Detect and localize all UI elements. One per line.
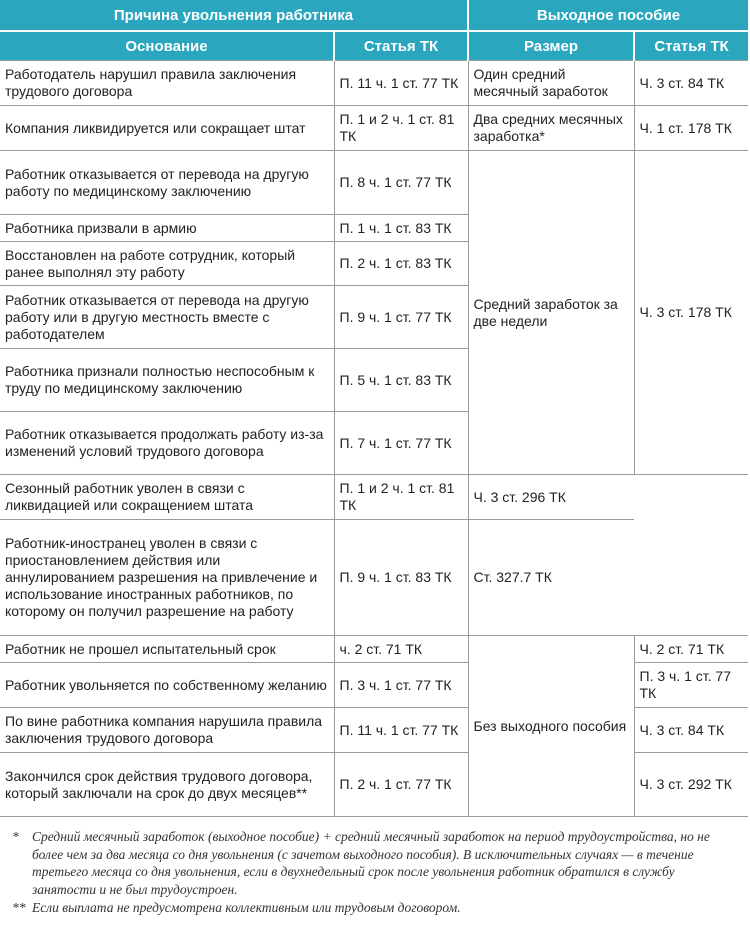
table-row <box>0 663 748 708</box>
article-cell: П. 1 и 2 ч. 1 ст. 81 ТК <box>334 475 468 520</box>
article-cell: П. 1 ч. 1 ст. 83 ТК <box>334 215 468 242</box>
severance-article-cell: Ч. 3 ст. 84 ТК <box>634 708 748 753</box>
footnote <box>12 899 740 917</box>
severance-article-cell-178: Ч. 3 ст. 178 ТК <box>634 151 748 475</box>
reason-cell: Работник-иностранец уволен в связи с приостановлением действия или аннулированием разрешения на привлечение и использование иностранных работников, по которому он получил разрешение на работу <box>0 520 334 636</box>
severance-article-cell: Ч. 3 ст. 84 ТК <box>634 61 748 106</box>
article-cell: П. 2 ч. 1 ст. 77 ТК <box>334 753 468 817</box>
table-row <box>0 636 748 663</box>
table-row <box>0 520 748 636</box>
severance-article-cell: Ч. 2 ст. 71 ТК <box>634 636 748 663</box>
footnote-mark: * <box>12 829 19 844</box>
table-row <box>0 708 748 753</box>
table-row <box>0 151 748 215</box>
reason-cell: По вине работника компания нарушила правила заключения трудового договора <box>0 708 334 753</box>
footnote <box>12 828 740 898</box>
severance-article-cell: П. 3 ч. 1 ст. 77 ТК <box>634 663 748 708</box>
severance-article-cell: Ч. 3 ст. 292 ТК <box>634 753 748 817</box>
article-cell: П. 5 ч. 1 ст. 83 ТК <box>334 349 468 412</box>
reason-cell: Работник отказывается от перевода на другую работу по медицинскому заключению <box>0 151 334 215</box>
reason-cell: Работник отказывается продолжать работу из-за изменений условий трудового договора <box>0 412 334 475</box>
amount-cell: Два средних месячных заработка* <box>468 106 634 151</box>
reason-cell: Восстановлен на работе сотрудник, который ранее выполнял эту работу <box>0 242 334 286</box>
reason-cell: Закончился срок действия трудового договора, который заключали на срок до двух месяцев** <box>0 753 334 817</box>
article-cell: П. 7 ч. 1 ст. 77 ТК <box>334 412 468 475</box>
reason-cell: Работник отказывается от перевода на другую работу или в другую местность вместе с работодателем <box>0 286 334 349</box>
article-cell: П. 9 ч. 1 ст. 77 ТК <box>334 286 468 349</box>
header-basis: Основание <box>0 31 334 61</box>
article-cell: П. 9 ч. 1 ст. 83 ТК <box>334 520 468 636</box>
reason-cell: Работник увольняется по собственному желанию <box>0 663 334 708</box>
article-cell: П. 11 ч. 1 ст. 77 ТК <box>334 61 468 106</box>
header-severance-article: Статья ТК <box>634 31 748 61</box>
amount-cell: Один средний месячный заработок <box>468 61 634 106</box>
footnote-text: Если выплата не предусмотрена коллективным или трудовым договором. <box>32 900 461 915</box>
footnotes <box>12 828 740 917</box>
article-cell: П. 8 ч. 1 ст. 77 ТК <box>334 151 468 215</box>
severance-article-cell: Ч. 1 ст. 178 ТК <box>634 106 748 151</box>
table-row <box>0 106 748 151</box>
reason-cell: Работник не прошел испытательный срок <box>0 636 334 663</box>
article-cell: П. 3 ч. 1 ст. 77 ТК <box>334 663 468 708</box>
table-row <box>0 475 748 520</box>
severance-article-cell: Ч. 3 ст. 296 ТК <box>468 475 634 520</box>
header-reason-group: Причина увольнения работника <box>0 0 468 31</box>
table-row <box>0 61 748 106</box>
footnote-mark: ** <box>12 900 26 915</box>
article-cell: П. 11 ч. 1 ст. 77 ТК <box>334 708 468 753</box>
header-severance-group: Выходное пособие <box>468 0 748 31</box>
severance-article-cell: Ст. 327.7 ТК <box>468 520 634 636</box>
footnote-text: Средний месячный заработок (выходное пособие) + средний месячный заработок на период трудоустройства, но не более чем за два месяца со дня увольнения (с зачетом выходного пособия). В исключительных случаях — в течение третьего месяца со дня увольнения, если в двухнедельный срок после увольнения работник обратился в службу занятости и не был трудоустроен. <box>32 829 710 897</box>
table-row <box>0 753 748 817</box>
header-row-groups <box>0 0 748 31</box>
article-cell: ч. 2 ст. 71 ТК <box>334 636 468 663</box>
reason-cell: Работника призвали в армию <box>0 215 334 242</box>
amount-cell-two-weeks: Средний заработок за две недели <box>468 151 634 475</box>
amount-cell-no-severance: Без выходного пособия <box>468 636 634 817</box>
reason-cell: Работника признали полностью неспособным к труду по медицинскому заключению <box>0 349 334 412</box>
article-cell: П. 1 и 2 ч. 1 ст. 81 ТК <box>334 106 468 151</box>
header-row-columns <box>0 31 748 61</box>
reason-cell: Компания ликвидируется или сокращает штат <box>0 106 334 151</box>
header-amount: Размер <box>468 31 634 61</box>
reason-cell: Сезонный работник уволен в связи с ликвидацией или сокращением штата <box>0 475 334 520</box>
article-cell: П. 2 ч. 1 ст. 83 ТК <box>334 242 468 286</box>
header-article: Статья ТК <box>334 31 468 61</box>
reason-cell: Работодатель нарушил правила заключения трудового договора <box>0 61 334 106</box>
